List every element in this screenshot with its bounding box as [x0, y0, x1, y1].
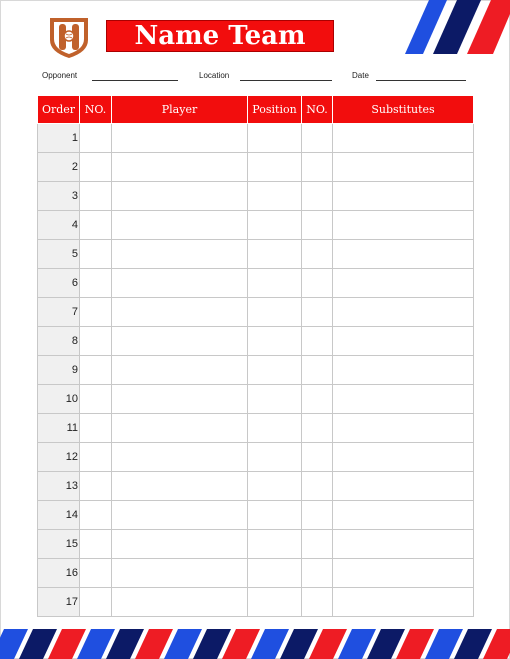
position-cell[interactable]: [248, 588, 302, 617]
team-logo-icon: [46, 16, 92, 60]
sub-number-cell[interactable]: [302, 240, 333, 269]
sub-number-cell[interactable]: [302, 443, 333, 472]
position-cell[interactable]: [248, 182, 302, 211]
order-cell: 3: [38, 182, 80, 211]
player-cell[interactable]: [112, 327, 248, 356]
substitutes-cell[interactable]: [333, 501, 474, 530]
substitutes-cell[interactable]: [333, 385, 474, 414]
table-row: [38, 124, 474, 153]
position-cell[interactable]: [248, 153, 302, 182]
position-cell[interactable]: [248, 269, 302, 298]
player-cell[interactable]: [112, 356, 248, 385]
order-cell: 14: [38, 501, 80, 530]
table-row: [38, 356, 474, 385]
player-number-cell[interactable]: [80, 240, 112, 269]
substitutes-cell[interactable]: [333, 298, 474, 327]
substitutes-cell[interactable]: [333, 240, 474, 269]
order-cell: 9: [38, 356, 80, 385]
substitutes-cell[interactable]: [333, 269, 474, 298]
top-stripes-decoration: [385, 0, 510, 54]
player-cell[interactable]: [112, 559, 248, 588]
player-cell[interactable]: [112, 211, 248, 240]
sub-number-cell[interactable]: [302, 298, 333, 327]
location-label: Location: [199, 71, 230, 80]
lineup-table-body: [38, 124, 474, 617]
player-number-cell[interactable]: [80, 559, 112, 588]
player-number-cell[interactable]: [80, 124, 112, 153]
date-label: Date: [352, 71, 369, 80]
position-cell[interactable]: [248, 356, 302, 385]
player-cell[interactable]: [112, 240, 248, 269]
player-cell[interactable]: [112, 124, 248, 153]
position-cell[interactable]: [248, 501, 302, 530]
player-cell[interactable]: [112, 298, 248, 327]
order-cell: 13: [38, 472, 80, 501]
player-number-cell[interactable]: [80, 298, 112, 327]
substitutes-cell[interactable]: [333, 414, 474, 443]
substitutes-cell[interactable]: [333, 327, 474, 356]
player-number-cell[interactable]: [80, 385, 112, 414]
player-cell[interactable]: [112, 153, 248, 182]
sub-number-cell[interactable]: [302, 501, 333, 530]
bottom-stripes-decoration: [0, 629, 510, 659]
match-info-row: [0, 69, 510, 83]
table-row: [38, 530, 474, 559]
sub-number-cell[interactable]: [302, 559, 333, 588]
substitutes-cell[interactable]: [333, 588, 474, 617]
sub-number-cell[interactable]: [302, 327, 333, 356]
player-cell[interactable]: [112, 414, 248, 443]
player-number-cell[interactable]: [80, 182, 112, 211]
order-cell: 16: [38, 559, 80, 588]
table-header-row: [38, 96, 474, 124]
player-cell[interactable]: [112, 385, 248, 414]
substitutes-cell[interactable]: [333, 356, 474, 385]
table-row: [38, 182, 474, 211]
position-cell[interactable]: [248, 559, 302, 588]
column-header-sub-number: NO.: [302, 96, 333, 124]
order-cell: 12: [38, 443, 80, 472]
sub-number-cell[interactable]: [302, 211, 333, 240]
table-row: [38, 501, 474, 530]
substitutes-cell[interactable]: [333, 443, 474, 472]
table-row: [38, 588, 474, 617]
position-cell[interactable]: [248, 414, 302, 443]
order-cell: 4: [38, 211, 80, 240]
position-cell[interactable]: [248, 240, 302, 269]
player-cell[interactable]: [112, 588, 248, 617]
table-row: [38, 443, 474, 472]
sub-number-cell[interactable]: [302, 588, 333, 617]
opponent-field[interactable]: [92, 80, 178, 81]
player-number-cell[interactable]: [80, 269, 112, 298]
opponent-label: Opponent: [42, 71, 78, 80]
table-row: [38, 414, 474, 443]
player-number-cell[interactable]: [80, 327, 112, 356]
player-cell[interactable]: [112, 182, 248, 211]
player-number-cell[interactable]: [80, 501, 112, 530]
column-header-substitutes: Substitutes: [333, 96, 474, 124]
player-cell[interactable]: [112, 501, 248, 530]
team-name-title: Name Team: [106, 20, 334, 52]
column-header-order: Order: [38, 96, 80, 124]
position-cell[interactable]: [248, 472, 302, 501]
substitutes-cell[interactable]: [333, 530, 474, 559]
position-cell[interactable]: [248, 530, 302, 559]
column-header-player-number: NO.: [80, 96, 112, 124]
player-cell[interactable]: [112, 530, 248, 559]
table-row: [38, 211, 474, 240]
order-cell: 15: [38, 530, 80, 559]
substitutes-cell[interactable]: [333, 124, 474, 153]
sub-number-cell[interactable]: [302, 124, 333, 153]
column-header-position: Position: [248, 96, 302, 124]
player-cell[interactable]: [112, 269, 248, 298]
player-number-cell[interactable]: [80, 588, 112, 617]
player-number-cell[interactable]: [80, 356, 112, 385]
position-cell[interactable]: [248, 443, 302, 472]
date-field[interactable]: [376, 80, 466, 81]
order-cell: 10: [38, 385, 80, 414]
substitutes-cell[interactable]: [333, 559, 474, 588]
sub-number-cell[interactable]: [302, 153, 333, 182]
player-number-cell[interactable]: [80, 414, 112, 443]
order-cell: 1: [38, 124, 80, 153]
player-number-cell[interactable]: [80, 472, 112, 501]
table-row: [38, 153, 474, 182]
sub-number-cell[interactable]: [302, 182, 333, 211]
substitutes-cell[interactable]: [333, 472, 474, 501]
order-cell: 11: [38, 414, 80, 443]
sub-number-cell[interactable]: [302, 472, 333, 501]
player-number-cell[interactable]: [80, 530, 112, 559]
position-cell[interactable]: [248, 327, 302, 356]
substitutes-cell[interactable]: [333, 153, 474, 182]
lineup-table: [37, 95, 474, 617]
order-cell: 7: [38, 298, 80, 327]
table-row: [38, 327, 474, 356]
position-cell[interactable]: [248, 124, 302, 153]
substitutes-cell[interactable]: [333, 182, 474, 211]
table-row: [38, 385, 474, 414]
order-cell: 8: [38, 327, 80, 356]
order-cell: 2: [38, 153, 80, 182]
sub-number-cell[interactable]: [302, 356, 333, 385]
column-header-player: Player: [112, 96, 248, 124]
position-cell[interactable]: [248, 298, 302, 327]
order-cell: 5: [38, 240, 80, 269]
player-number-cell[interactable]: [80, 211, 112, 240]
order-cell: 17: [38, 588, 80, 617]
player-cell[interactable]: [112, 472, 248, 501]
order-cell: 6: [38, 269, 80, 298]
sub-number-cell[interactable]: [302, 530, 333, 559]
position-cell[interactable]: [248, 385, 302, 414]
location-field[interactable]: [240, 80, 332, 81]
sub-number-cell[interactable]: [302, 385, 333, 414]
substitutes-cell[interactable]: [333, 211, 474, 240]
table-row: [38, 559, 474, 588]
table-row: [38, 269, 474, 298]
table-row: [38, 472, 474, 501]
player-number-cell[interactable]: [80, 443, 112, 472]
table-row: [38, 298, 474, 327]
player-number-cell[interactable]: [80, 153, 112, 182]
player-cell[interactable]: [112, 443, 248, 472]
sub-number-cell[interactable]: [302, 269, 333, 298]
sub-number-cell[interactable]: [302, 414, 333, 443]
position-cell[interactable]: [248, 211, 302, 240]
table-row: [38, 240, 474, 269]
